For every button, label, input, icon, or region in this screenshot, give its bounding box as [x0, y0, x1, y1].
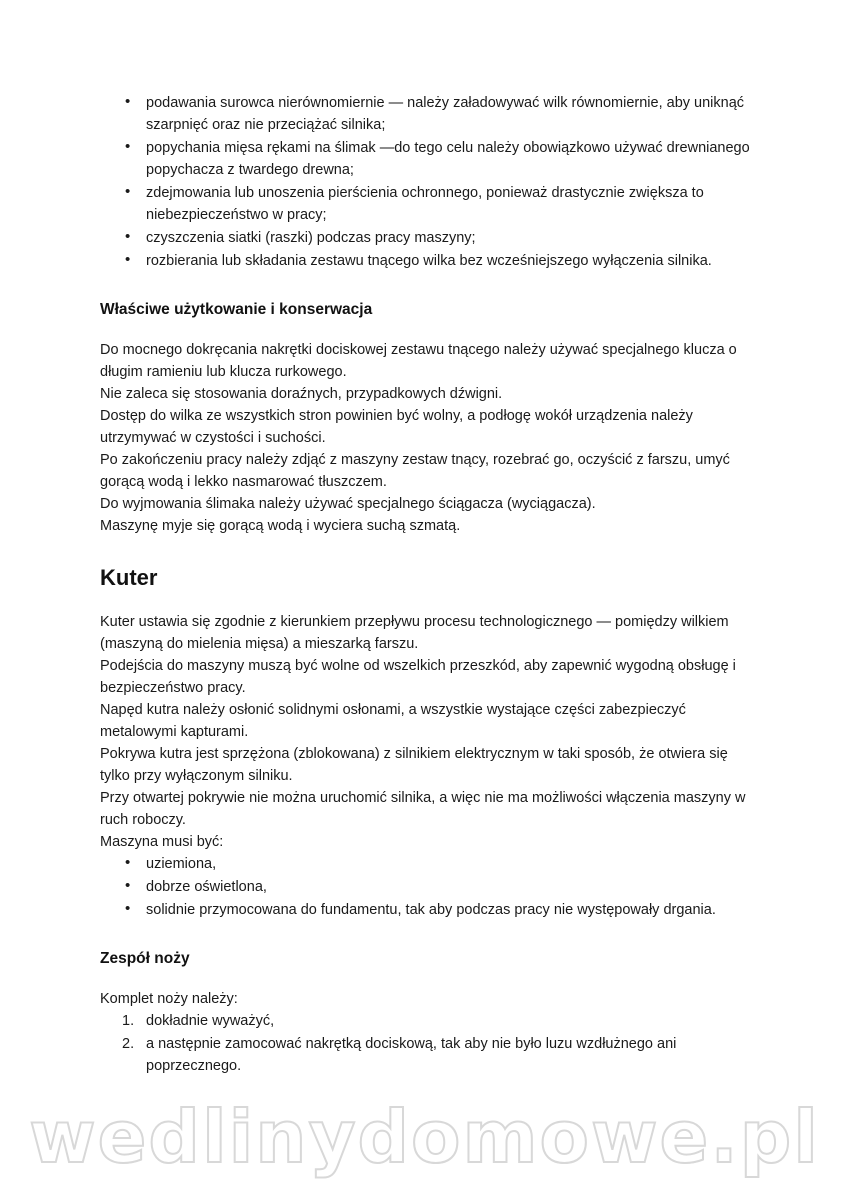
list-item: • podawania surowca nierównomiernie — należy załadowywać wilk równomiernie, aby uniknąć szarpnięć oraz nie przeciążać silnika; [146, 92, 750, 136]
forbidden-actions-list [100, 92, 750, 272]
document-body [100, 92, 750, 1078]
spacer [100, 593, 750, 611]
paragraph: Maszyna musi być: [100, 834, 224, 851]
section-heading-knives: Zespół noży [100, 950, 190, 968]
section-heading-maintenance: Właściwe użytkowanie i konserwacja [100, 301, 373, 319]
paragraph: Maszynę myje się gorącą wodą i wyciera suchą szmatą. [100, 518, 461, 535]
list-item: • czyszczenia siatki (raszki) podczas pracy maszyny; [146, 227, 750, 249]
list-item: • uziemiona, [146, 853, 750, 875]
watermark: wedlinydomowe.pl [29, 1095, 820, 1179]
chapter-heading-kuter: Kuter [100, 565, 158, 591]
list-item: • rozbierania lub składania zestawu tnącego wilka bez wcześniejszego wyłączenia silnika. [146, 250, 750, 272]
list-item: • dobrze oświetlona, [146, 876, 750, 898]
list-item: dokładnie wyważyć, [146, 1013, 275, 1030]
paragraph: Przy otwartej pokrywie nie można uruchomić silnika, a więc nie ma możliwości włączenia maszyny w ruch roboczy. [100, 790, 746, 829]
paragraph: Do mocnego dokręcania nakrętki dociskowej zestawu tnącego należy używać specjalnego klucza o długim ramieniu lub klucza rurkowego. [100, 341, 737, 380]
list-item: • zdejmowania lub unoszenia pierścienia ochronnego, ponieważ drastycznie zwiększa to niebezpieczeństwo w pracy; [146, 182, 750, 226]
paragraph: Komplet noży należy: [100, 991, 238, 1008]
spacer [100, 321, 750, 339]
paragraph: Nie zaleca się stosowania doraźnych, przypadkowych dźwigni. [100, 386, 503, 402]
paragraph: Do wyjmowania ślimaka należy używać specjalnego ściągacza (wyciągacza). [100, 496, 596, 513]
machine-requirements-list [100, 853, 750, 921]
paragraph: Dostęp do wilka ze wszystkich stron powinien być wolny, a podłogę wokół urządzenia należy utrzymywać w czystości i suchości. [100, 408, 693, 447]
spacer [100, 970, 750, 988]
spacer [100, 922, 750, 948]
list-item: • solidnie przymocowana do fundamentu, tak aby podczas pracy nie występowały drgania. [146, 899, 750, 921]
paragraph: Kuter ustawia się zgodnie z kierunkiem przepływu procesu technologicznego — pomiędzy wilkiem (maszyną do mielenia mięsa) a mieszarką farszu. [100, 613, 729, 652]
paragraph: Pokrywa kutra jest sprzężona (zblokowana) z silnikiem elektrycznym w taki sposób, że otwiera się tylko przy wyłączonym silniku. [100, 746, 728, 785]
list-item: • popychania mięsa rękami na ślimak —do tego celu należy obowiązkowo używać drewnianego popychacza z twardego drewna; [146, 137, 750, 181]
spacer [100, 537, 750, 563]
knives-steps-list [100, 1010, 750, 1077]
paragraph: Napęd kutra należy osłonić solidnymi osłonami, a wszystkie wystające części zabezpieczyć metalowymi kapturami. [100, 702, 686, 741]
spacer [100, 273, 750, 299]
paragraph: Podejścia do maszyny muszą być wolne od wszelkich przeszkód, aby zapewnić wygodną obsługę i bezpieczeństwo pracy. [100, 657, 736, 696]
paragraph: Po zakończeniu pracy należy zdjąć z maszyny zestaw tnący, rozebrać go, oczyścić z farszu, umyć gorącą wodą i lekko nasmarować tłuszczem. [100, 452, 730, 491]
list-item: a następnie zamocować nakrętką dociskową, tak aby nie było luzu wzdłużnego ani poprzecznego. [146, 1036, 677, 1075]
